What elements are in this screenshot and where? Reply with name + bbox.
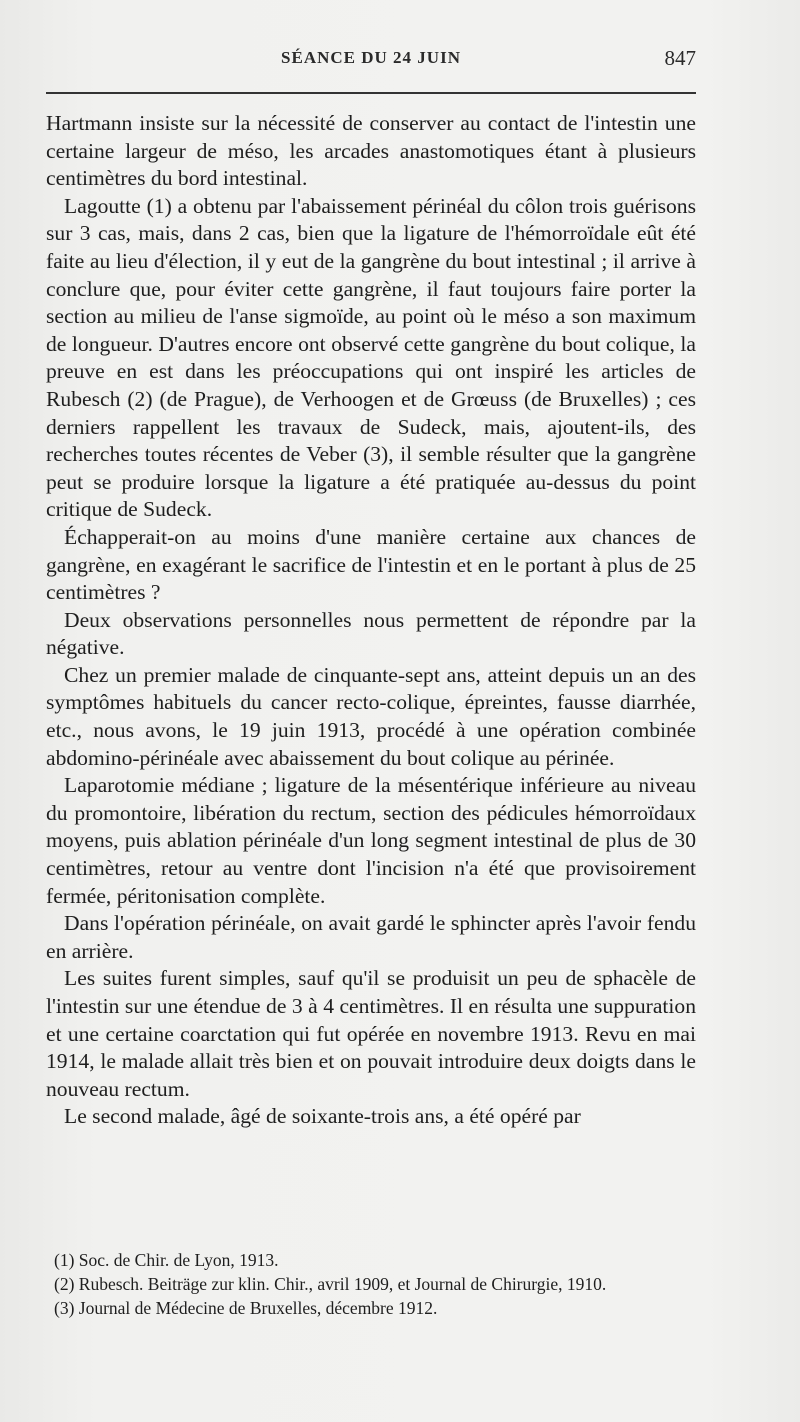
paragraph: Les suites furent simples, sauf qu'il se produisit un peu de sphacèle de l'intestin sur une étendue de 3 à 4 centimètres. Il en résulta une suppuration et une certaine coarctation qui fut opérée en novembre 1913. Revu en mai 1914, le malade allait très bien et on pouvait introduire deux doigts dans le nouveau rectum. (46, 966, 696, 1101)
body-text (46, 110, 696, 1131)
paragraph: Hartmann insiste sur la nécessité de conserver au contact de l'intestin une certaine largeur de méso, les arcades anastomotiques étant à plusieurs centimètres du bord intestinal. (46, 111, 696, 191)
paragraph: Échapperait-on au moins d'une manière certaine aux chances de gangrène, en exagérant le sacrifice de l'intestin et en le portant à plus de 25 centimètres ? (46, 524, 696, 605)
header-rule (46, 92, 696, 94)
running-head: SÉANCE DU 24 JUIN (281, 48, 461, 67)
footnotes (46, 1248, 696, 1320)
page-number: 847 (664, 46, 696, 70)
footnote: (1) Soc. de Chir. de Lyon, 1913. (54, 1250, 279, 1270)
footnote: (3) Journal de Médecine de Bruxelles, décembre 1912. (54, 1298, 438, 1318)
page-header (46, 46, 696, 80)
footnote: (2) Rubesch. Beiträge zur klin. Chir., avril 1909, et Journal de Chirurgie, 1910. (54, 1274, 607, 1294)
paragraph: Lagoutte (1) a obtenu par l'abaissement périnéal du côlon trois guérisons sur 3 cas, mais, dans 2 cas, bien que la ligature de l'hémorroïdale eût été faite au lieu d'élection, il y eut de la gangrène du bout intestinal ; il arrive à conclure que, pour éviter cette gangrène, il faut toujours faire porter la section au milieu de l'anse sigmoïde, au point où le méso a son maximum de longueur. D'autres encore ont observé cette gangrène du bout colique, la preuve en est dans les préoccupations qui ont inspiré les articles de Rubesch (2) (de Prague), de Verhoogen et de Grœuss (de Bruxelles) ; ces derniers rappellent les travaux de Sudeck, mais, ajoutent-ils, des recherches toutes récentes de Veber (3), il semble résulter que la gangrène peut se produire lorsque la ligature a été pratiquée au-dessus du point critique de Sudeck. (46, 193, 696, 522)
paragraph: Le second malade, âgé de soixante-trois ans, a été opéré par (64, 1104, 581, 1129)
paragraph: Chez un premier malade de cinquante-sept ans, atteint depuis un an des symptômes habituels du cancer recto-colique, épreintes, fausse diarrhée, etc., nous avons, le 19 juin 1913, procédé à une opération combinée abdomino-périnéale avec abaissement du bout colique au périnée. (46, 662, 696, 770)
paragraph: Laparotomie médiane ; ligature de la mésentérique inférieure au niveau du promontoire, libération du rectum, section des pédicules hémorroïdaux moyens, puis ablation périnéale d'un long segment intestinal de plus de 30 centimètres, retour au ventre dont l'incision n'a été que provisoirement fermée, péritonisation complète. (46, 773, 696, 908)
paragraph: Deux observations personnelles nous permettent de répondre par la négative. (46, 607, 696, 660)
paragraph: Dans l'opération périnéale, on avait gardé le sphincter après l'avoir fendu en arrière. (46, 911, 696, 963)
